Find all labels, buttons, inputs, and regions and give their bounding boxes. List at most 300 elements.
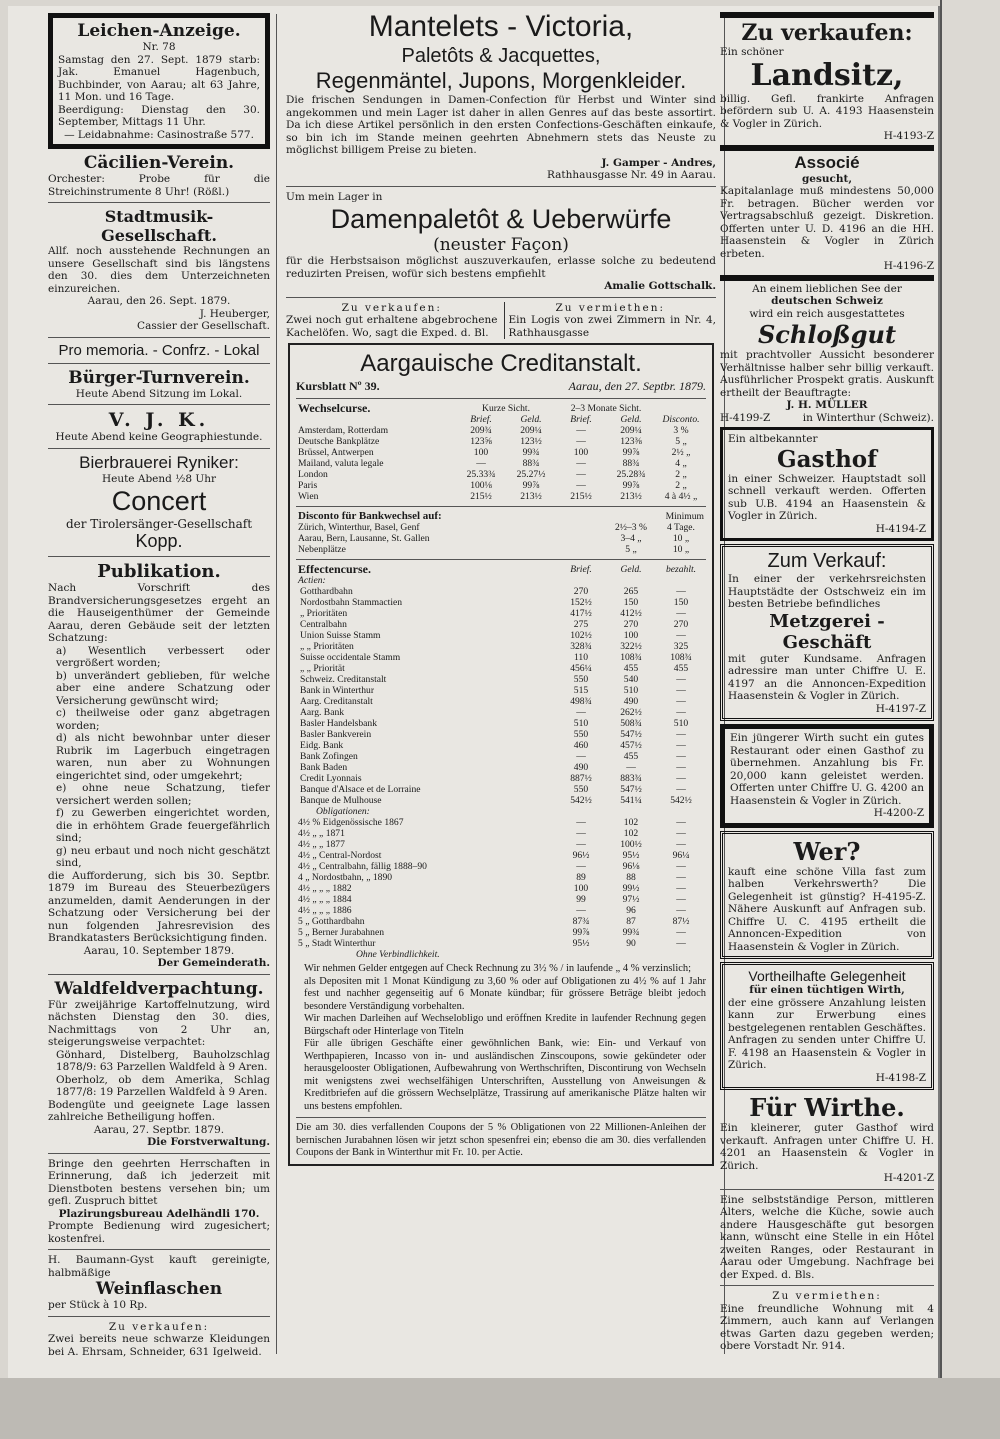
row-value: 490 bbox=[623, 696, 639, 707]
vjk-text: Heute Abend keine Geographiestunde. bbox=[55, 431, 263, 443]
row-value: — bbox=[676, 784, 686, 795]
column-rule bbox=[276, 14, 277, 1354]
row-value: 412½ bbox=[620, 608, 642, 619]
stadtmusik-title: Stadtmusik-Gesellschaft. bbox=[101, 207, 217, 245]
row-value: 150 bbox=[673, 597, 689, 608]
facon: (neuster Façon) bbox=[433, 235, 569, 255]
bank-text-paragraph: als Depositen mit 1 Monat Kündigung zu 3,60 % oder auf Obligationen zu 4½ % auf 1 Jahr fest und nachher gegenseitig auf 6 Monate kündbar; für grössere Beträge bleibt jedoch besondere Verständigung vorbehalten. bbox=[304, 975, 706, 1012]
dienst-text: Bringe den geehrten Herrschaften in Erinnerung, daß ich jederzeit mit Dienstboten bestens versehen bin; um gefl. Zuspruch bittet bbox=[48, 1157, 270, 1207]
damen-title: Damenpaletôt & Ueberwürfe bbox=[330, 204, 672, 234]
schloss-intro2: deutschen Schweiz bbox=[771, 295, 883, 307]
actien-row bbox=[296, 762, 706, 773]
weinflaschen: Weinflaschen bbox=[95, 1279, 223, 1299]
row-value: — bbox=[676, 685, 686, 696]
oblig-row bbox=[296, 817, 706, 828]
actien-row bbox=[296, 696, 706, 707]
row-label: Bank Baden bbox=[300, 762, 348, 773]
row-value: 99⅞ bbox=[622, 447, 640, 458]
row-value: 88¾ bbox=[622, 458, 640, 469]
effekt-title: Effectencurse. bbox=[298, 562, 371, 576]
row-value: 3 % bbox=[673, 425, 689, 436]
kursblatt-date: Aarau, den 27. Septbr. 1879. bbox=[568, 379, 706, 393]
effectencurse-table bbox=[296, 564, 706, 960]
row-value: 3–4 „ bbox=[620, 533, 642, 544]
oblig-row bbox=[296, 839, 706, 850]
row-value: 123½ bbox=[520, 436, 542, 447]
row-label: Eidg. Bank bbox=[300, 740, 344, 751]
row-value: 88¾ bbox=[522, 458, 540, 469]
row-label: Brüssel, Antwerpen bbox=[298, 447, 374, 458]
row-value: 540 bbox=[623, 674, 639, 685]
row-value: 108¾ bbox=[670, 652, 692, 663]
row-value: 25.33¾ bbox=[466, 469, 496, 480]
row-label: Banque de Mulhouse bbox=[300, 795, 382, 806]
kurze-sicht: Kurze Sicht. bbox=[482, 403, 530, 414]
column-left bbox=[48, 10, 270, 1376]
wirth-ref: H-4200-Z bbox=[873, 807, 924, 819]
row-label: Basler Bankverein bbox=[300, 729, 372, 740]
row-value: 97½ bbox=[622, 894, 640, 905]
turnverein-title: Bürger-Turnverein. bbox=[68, 367, 250, 388]
landsitz-text: billig. Gefl. frankirte Anfragen befördern sub U. A. 4193 Haasenstein & Vogler in Zürich. bbox=[720, 92, 934, 130]
row-value: 123⅝ bbox=[470, 436, 492, 447]
actien-row bbox=[296, 740, 706, 751]
row-value: — bbox=[676, 729, 686, 740]
row-value: — bbox=[676, 905, 686, 916]
actien-row bbox=[296, 619, 706, 630]
bank-text-paragraph: Wir machen Darleihen auf Wechselobligo und eröffnen Kredite in laufender Rechnung gegen Bürgschaft oder Hinterlage von Titeln bbox=[304, 1013, 706, 1037]
row-value: — bbox=[676, 740, 686, 751]
metzgerei-title: Metzgerei - Geschäft bbox=[769, 610, 885, 653]
row-value: 547½ bbox=[620, 784, 642, 795]
disconto-head: Disconto. bbox=[662, 414, 700, 425]
stadtmusik-text: Allf. noch ausstehende Rechnungen an unsere Gesellschaft sind bis längstens den 30. dies dem Unterzeichneten einzureichen. bbox=[48, 245, 270, 295]
regen-title: Regenmäntel, Jupons, Morgenkleider. bbox=[315, 68, 687, 93]
row-value: 89 bbox=[576, 872, 586, 883]
verkaufen-text: Zwei bereits neue schwarze Kleidungen bei A. Ehrsam, Schneider, 631 Igelweid. bbox=[48, 1333, 270, 1358]
publikation-date: Aarau, 10. September 1879. bbox=[83, 944, 235, 957]
row-label: Suisse occidentale Stamm bbox=[300, 652, 401, 663]
row-value: — bbox=[676, 751, 686, 762]
geld-head: Geld. bbox=[620, 564, 642, 575]
publikation-items bbox=[48, 645, 270, 870]
row-value: — bbox=[676, 861, 686, 872]
minimum-head: Minimum bbox=[665, 511, 704, 522]
row-value: 883¾ bbox=[620, 773, 642, 784]
vermiethen3-title: Zu vermiethen: bbox=[772, 1290, 882, 1302]
oblig-row bbox=[296, 927, 706, 938]
gasthof-title: Gasthof bbox=[776, 445, 878, 473]
row-value: 100 bbox=[623, 630, 639, 641]
row-value: — bbox=[576, 480, 586, 491]
oblig-row bbox=[296, 905, 706, 916]
publikation-title: Publikation. bbox=[97, 561, 221, 582]
row-label: Centralbahn bbox=[300, 619, 347, 630]
wechsel-row bbox=[296, 436, 706, 447]
row-value: 460 bbox=[573, 740, 589, 751]
paletots-title: Paletôts & Jacquettes, bbox=[401, 45, 601, 67]
gasthof-ref: H-4194-Z bbox=[875, 522, 926, 535]
actien-row bbox=[296, 586, 706, 597]
verkaufen3-title: Zu verkaufen: bbox=[741, 20, 913, 46]
row-value: 550 bbox=[573, 729, 589, 740]
turnverein-text: Heute Abend Sitzung im Lokal. bbox=[75, 387, 243, 400]
vermiethen3-text: Eine freundliche Wohnung mit 4 Zimmern, auch kann auf Verlangen etwas Garten dazu gegeben werden; obere Vorstadt Nr. 914. bbox=[720, 1302, 934, 1352]
geld-head: Geld. bbox=[520, 414, 542, 425]
publikation-sig: Der Gemeinderath. bbox=[157, 957, 270, 969]
row-label: Bank in Winterthur bbox=[300, 685, 375, 696]
disconto-table bbox=[296, 511, 706, 555]
caecilien-title: Cäcilien-Verein. bbox=[83, 153, 235, 173]
row-value: — bbox=[576, 469, 586, 480]
vortheil-title: Vortheilhafte Gelegenheit bbox=[748, 968, 906, 984]
row-value: 100 bbox=[573, 447, 589, 458]
leichen-anzeige bbox=[48, 13, 270, 149]
disconto-row bbox=[296, 544, 706, 555]
row-value: 455 bbox=[673, 663, 689, 674]
row-value: — bbox=[676, 872, 686, 883]
row-value: 99½ bbox=[622, 883, 640, 894]
actien-row bbox=[296, 641, 706, 652]
newspaper-page bbox=[8, 6, 941, 1384]
row-label: London bbox=[298, 469, 328, 480]
row-value: 455 bbox=[623, 663, 639, 674]
row-label: Nordostbahn Stammactien bbox=[300, 597, 403, 608]
zum-verkauf-intro: In einer der verkehrsreichsten Hauptstädte der Ostschweiz ein im besten Betriebe befindliches bbox=[728, 573, 926, 610]
row-label: Aarau, Bern, Lausanne, St. Gallen bbox=[298, 533, 430, 544]
verkaufen-title: Zu verkaufen: bbox=[108, 1320, 210, 1333]
row-label: 5 „ Berner Jurabahnen bbox=[298, 927, 385, 938]
associe-text: Kapitalanlage muß mindestens 50,000 Fr. betragen. Bücher werden vor Vertragsabschluß gezeigt. Diskretion. Offerten unter U. D. 4196 an die HH. Haasenstein & Vogler in Zürich erbeten. bbox=[720, 185, 934, 260]
waldfeld-date: Aarau, 27. Septbr. 1879. bbox=[93, 1123, 225, 1136]
oblig-row bbox=[296, 850, 706, 861]
verkaufen3-sub: Ein schöner bbox=[720, 46, 784, 58]
bank-text-paragraph: Wir nehmen Gelder entgegen auf Check Rechnung zu 3½ % / in laufende „ 4 % verzinslich; bbox=[304, 963, 692, 974]
row-value: — bbox=[476, 458, 486, 469]
row-label: Union Suisse Stamm bbox=[300, 630, 381, 641]
zum-verkauf-ref: H-4197-Z bbox=[875, 702, 926, 715]
row-label: 4½ „ „ „ 1886 bbox=[298, 905, 352, 916]
row-value: 2 „ bbox=[675, 480, 687, 491]
associe-title: Associé bbox=[794, 152, 860, 172]
row-value: — bbox=[576, 861, 586, 872]
schloss-name: J. H. MÜLLER bbox=[786, 399, 868, 411]
creditanstalt-title: Aargauische Creditanstalt. bbox=[360, 350, 642, 377]
waldfeld-outro: Bodengüte und geeignete Lage lassen zahlreiche Betheiligung hoffen. bbox=[48, 1098, 270, 1123]
publikation-item: f) zu Gewerben eingerichtet worden, die in erhöhtem Grade feuergefährlich sind; bbox=[56, 807, 270, 844]
actien-row bbox=[296, 784, 706, 795]
disconto-title: Disconto für Bankwechsel auf: bbox=[298, 510, 442, 522]
kursblatt: Kursblatt Nº 39. bbox=[296, 379, 380, 393]
vortheil-ref: H-4198-Z bbox=[875, 1071, 926, 1084]
row-value: — bbox=[676, 707, 686, 718]
row-value: 213½ bbox=[620, 491, 642, 502]
gasthof-sub: Ein altbekannter bbox=[728, 433, 818, 445]
gasthof-text: in einer Schweizer. Hauptstadt soll schnell verkauft werden. Offerten sub U.B. 4194 an Haasenstein & Vogler in Zürich. bbox=[728, 472, 926, 522]
ohne-verbindlichkeit: Ohne Verbindlichkeit. bbox=[356, 949, 440, 960]
publikation-outro: die Aufforderung, sich bis 30. Septbr. 1879 im Bureau des Steuerbezügers anzumelden, damit Aenderungen in der Schatzung oder Versicherung bei der nun folgenden Jahresrevision des Brandkatasters Berücksichtigung finden. bbox=[48, 869, 270, 944]
dienst-bureau: Plazirungsbureau Adelhändli 170. bbox=[58, 1207, 260, 1220]
row-label: Banque d'Alsace et de Lorraine bbox=[300, 784, 421, 795]
row-value: 99 bbox=[576, 894, 586, 905]
row-label: Paris bbox=[298, 480, 318, 491]
publikation-item: b) unverändert geblieben, für welche aber eine andere Schatzung oder Versicherung gewünscht wird; bbox=[56, 669, 270, 707]
publikation-intro: Nach Vorschrift des Brandversicherungsgesetzes ergeht an die Hauseigenthümer der Gemeinde Aarau, deren Gebäude seit der letzten Schatzung: bbox=[48, 582, 270, 644]
row-value: 96⅛ bbox=[622, 861, 640, 872]
waldfeld-intro: Für zweijährige Kartoffelnutzung, wird nächsten Dienstag den 30. dies, Nachmittags von 2 Uhr an, steigerungsweise verpachtet: bbox=[48, 998, 270, 1048]
row-value: 10 „ bbox=[672, 533, 690, 544]
caecilien-text: Orchester: Probe für die Streichinstrumente 8 Uhr! (Rößl.) bbox=[48, 173, 270, 198]
waldfeld-item: Gönhard, Distelberg, Bauholzschlag 1878/9: 63 Parzellen Waldfeld à 9 Aren. bbox=[56, 1048, 270, 1073]
row-label: 4 „ Nordostbahn, „ 1890 bbox=[298, 872, 393, 883]
leichen-beerdigung: Beerdigung: Dienstag den 30. September, Mittags 11 Uhr. bbox=[58, 103, 260, 128]
row-label: 4½ % Eidgenössische 1867 bbox=[298, 817, 404, 828]
verkaufen2-text: Zwei noch gut erhaltene abgebrochene Kachelöfen. Wo, sagt die Exped. d. Bl. bbox=[286, 314, 498, 339]
row-value: — bbox=[676, 883, 686, 894]
bank-text bbox=[296, 963, 706, 1113]
row-value: 100½ bbox=[620, 839, 642, 850]
row-value: 457½ bbox=[620, 740, 642, 751]
row-label: „ „ Prioritäten bbox=[300, 641, 354, 652]
geld-head: Geld. bbox=[620, 414, 642, 425]
row-label: Wien bbox=[298, 491, 319, 502]
row-value: — bbox=[676, 696, 686, 707]
waldfeld-title: Waldfeldverpachtung. bbox=[54, 978, 264, 999]
row-value: — bbox=[676, 927, 686, 938]
row-value: 5 „ bbox=[675, 436, 687, 447]
row-value: 108¾ bbox=[620, 652, 642, 663]
bank-text-paragraph: Für alle übrigen Geschäfte einer gewöhnlichen Bank, wie: Ein- und Verkauf von Werthpapieren, Incasso von in- und ausländischen Zinscoupons, sowie gekündeter oder herausgelooster Obligationen, Aufbewahrung von Werthschriften, Discontirung von Wechseln mit wenigstens zwei wechselfähigen Unterschriften, Ausstellung von Anweisungen & Kreditbriefen auf die grössern Wechselplätze, Trassirung auf amerikanische Plätze halten wir uns bestens empfohlen. bbox=[304, 1038, 706, 1112]
row-value: 550 bbox=[573, 674, 589, 685]
brauerei-sub: Heute Abend ½8 Uhr bbox=[101, 472, 217, 485]
row-value: 490 bbox=[573, 762, 589, 773]
actien-row bbox=[296, 795, 706, 806]
gamper-address: Rathhausgasse Nr. 49 in Aarau. bbox=[547, 169, 716, 181]
gamper-name: J. Gamper - Andres, bbox=[601, 156, 716, 169]
row-value: 325 bbox=[673, 641, 689, 652]
verkaufen2-title: Zu verkaufen: bbox=[341, 301, 442, 314]
vermiethen2-text: Ein Logis von zwei Zimmern in Nr. 4, Rathhausgasse bbox=[508, 314, 716, 339]
row-value: — bbox=[576, 839, 586, 850]
wechsel-row bbox=[296, 469, 706, 480]
oblig-row bbox=[296, 938, 706, 949]
row-label: Mailand, valuta legale bbox=[298, 458, 384, 469]
row-value: 96½ bbox=[572, 850, 590, 861]
row-value: 262½ bbox=[620, 707, 642, 718]
row-value: 150 bbox=[623, 597, 639, 608]
row-value: 95½ bbox=[572, 938, 590, 949]
disconto-row bbox=[296, 533, 706, 544]
row-value: 90 bbox=[626, 938, 636, 949]
leichen-text: Samstag den 27. Sept. 1879 starb: Jak. Emanuel Hagenbuch, Buchbinder, von Aarau; alt 63 Jahre, 11 Mon. und 16 Tage. bbox=[58, 53, 260, 103]
row-label: Bank Zofingen bbox=[300, 751, 358, 762]
oblig-row bbox=[296, 861, 706, 872]
actien-row bbox=[296, 663, 706, 674]
actien-row bbox=[296, 707, 706, 718]
wirth-text: Ein jüngerer Wirth sucht ein gutes Restaurant oder einen Gasthof zu übernehmen. Anzahlung bis Fr. 20,000 kann geleistet werden. Offerten unter Chiffre U. G. 4200 an Haasenstein & Vogler in Zürich. bbox=[730, 732, 924, 807]
row-value: 209¼ bbox=[520, 425, 542, 436]
waldfeld-item: Oberholz, ob dem Amerika, Schlag 1877/8: 19 Parzellen Waldfeld à 9 Aren. bbox=[56, 1073, 270, 1098]
row-value: 213½ bbox=[520, 491, 542, 502]
row-value: — bbox=[676, 828, 686, 839]
publikation-item: d) als nicht bewohnbar unter dieser Rubrik im Lagerbuch eingetragen waren, nun aber zu Wohnungen eingerichtet sind, oder umgekehrt; bbox=[56, 732, 270, 782]
row-label: Schweiz. Creditanstalt bbox=[300, 674, 387, 685]
column-right bbox=[720, 10, 934, 1376]
landsitz-ref: H-4193-Z bbox=[883, 130, 934, 142]
baumann-text: H. Baumann-Gyst kauft gereinigte, halbmäßige bbox=[48, 1254, 270, 1279]
actien-row bbox=[296, 751, 706, 762]
wer-title: Wer? bbox=[793, 836, 861, 866]
wechsel-row bbox=[296, 458, 706, 469]
row-label: Credit Lyonnais bbox=[300, 773, 362, 784]
waldfeld-sig: Die Forstverwaltung. bbox=[147, 1136, 270, 1148]
row-value: 510 bbox=[573, 718, 589, 729]
oblig-head: Obligationen: bbox=[316, 806, 370, 817]
row-value: 99¾ bbox=[622, 927, 640, 938]
row-value: — bbox=[576, 707, 586, 718]
row-value: — bbox=[676, 938, 686, 949]
row-value: 96 bbox=[626, 905, 636, 916]
row-value: 215½ bbox=[470, 491, 492, 502]
row-value: 541¼ bbox=[620, 795, 642, 806]
pro-memoria: Pro memoria. - Confrz. - Lokal bbox=[58, 341, 260, 359]
wer-text: kauft eine schöne Villa fast zum halben Verkehrswerth? Die Gelegenheit ist günstig? H-4195-Z. Nähere Auskunft auf Anfragen sub. Chiffre U. C. 4195 ertheilt die Annoncen-Expedition von Haasenstein & Vogler in Zürich. bbox=[728, 865, 926, 953]
stadtmusik-date: Aarau, den 26. Sept. 1879. bbox=[87, 295, 231, 307]
wechsel-row bbox=[296, 491, 706, 502]
row-value: 209¾ bbox=[470, 425, 492, 436]
row-value: — bbox=[676, 894, 686, 905]
actien-row bbox=[296, 630, 706, 641]
row-value: 25.28¾ bbox=[616, 469, 646, 480]
associe-ref: H-4196-Z bbox=[883, 260, 934, 272]
row-value: — bbox=[676, 586, 686, 597]
schloss-intro3: wird ein reich ausgestattetes bbox=[749, 307, 905, 320]
row-value: 99⅞ bbox=[622, 480, 640, 491]
actien-row bbox=[296, 718, 706, 729]
creditanstalt-box bbox=[288, 343, 714, 1166]
herbst-text: für die Herbstsaison möglichst auszuverkaufen, erlasse solche zu bedeutend reduzirten Preisen, wofür sich bestens empfiehlt bbox=[286, 255, 716, 280]
oblig-row bbox=[296, 883, 706, 894]
row-value: 209¼ bbox=[620, 425, 642, 436]
row-value: 5 „ bbox=[625, 544, 637, 555]
brief-head: Brief. bbox=[570, 414, 592, 425]
row-value: — bbox=[676, 608, 686, 619]
row-value: 456¼ bbox=[570, 663, 592, 674]
row-value: — bbox=[676, 630, 686, 641]
row-value: 4 Tage. bbox=[667, 522, 695, 533]
row-label: „ „ Priorität bbox=[300, 663, 345, 674]
row-value: 2 „ bbox=[675, 469, 687, 480]
weinflaschen-preis: per Stück à 10 Rp. bbox=[48, 1299, 148, 1311]
leichen-title: Leichen-Anzeige. bbox=[77, 21, 241, 41]
row-value: — bbox=[576, 436, 586, 447]
row-value: — bbox=[576, 751, 586, 762]
row-value: 542½ bbox=[570, 795, 592, 806]
row-value: 25.27½ bbox=[516, 469, 546, 480]
row-value: — bbox=[676, 762, 686, 773]
leichen-leidabnahme: — Leidabnahme: Casinostraße 577. bbox=[64, 128, 254, 141]
row-label: Deutsche Bankplätze bbox=[298, 436, 380, 447]
row-value: 152½ bbox=[570, 597, 592, 608]
row-value: — bbox=[676, 674, 686, 685]
row-value: 887½ bbox=[570, 773, 592, 784]
row-value: 270 bbox=[573, 586, 589, 597]
disconto-row bbox=[296, 522, 706, 533]
row-value: 96¼ bbox=[672, 850, 690, 861]
row-value: 88 bbox=[626, 872, 636, 883]
person-text: Eine selbstständige Person, mittleren Alters, welche die Küche, sowie auch andere Hausgeschäfte gut besorgen kann, wünscht eine Stelle in ein Hôtel zweiten Ranges, oder Restaurant in Aarau oder Umgebung. Nachfrage bei der Exped. d. Bls. bbox=[720, 1193, 934, 1281]
actien-row bbox=[296, 773, 706, 784]
row-value: 328¾ bbox=[570, 641, 592, 652]
associe-sub: gesucht, bbox=[801, 172, 853, 185]
vortheil-text: der eine grössere Anzahlung leisten kann zur Erwerbung eines bestgelegenen rentablen Geschäftes. Anfragen zu senden unter Chiffre U. F. 4198 an Haasenstein & Vogler in Zürich. bbox=[728, 996, 926, 1071]
row-value: 455 bbox=[623, 751, 639, 762]
row-value: — bbox=[576, 817, 586, 828]
oblig-row bbox=[296, 894, 706, 905]
row-value: 498¾ bbox=[570, 696, 592, 707]
row-value: 100 bbox=[573, 883, 589, 894]
monate-sicht: 2–3 Monate Sicht. bbox=[570, 403, 642, 414]
coupons-text: Die am 30. dies verfallenden Coupons der 5 % Obligationen von 22 Millionen-Anleihen der bernischen Jurabahnen lösen wir jetzt schon spesenfrei ein; ebenso die am 30. dies verfallenden Coupons der Bank in Winterthur mit Fr. 10. per Actie. bbox=[296, 1122, 706, 1158]
page-bottom-edge bbox=[0, 1378, 1000, 1439]
oblig-row bbox=[296, 828, 706, 839]
row-value: 550 bbox=[573, 784, 589, 795]
row-value: 99⅞ bbox=[522, 480, 540, 491]
row-value: 265 bbox=[623, 586, 639, 597]
vortheil-sub: für einen tüchtigen Wirth, bbox=[749, 984, 905, 996]
row-value: 102 bbox=[623, 828, 639, 839]
lager-text: Um mein Lager in bbox=[286, 190, 383, 203]
column-middle bbox=[286, 10, 716, 1376]
actien-row bbox=[296, 608, 706, 619]
row-value: — bbox=[576, 905, 586, 916]
row-label: 5 „ Stadt Winterthur bbox=[298, 938, 376, 949]
actien-row bbox=[296, 685, 706, 696]
row-value: — bbox=[676, 839, 686, 850]
bezahlt-head: bezahlt. bbox=[665, 564, 697, 575]
publikation-item: e) ohne neue Schatzung, tiefer versichert werden sollen; bbox=[56, 782, 270, 807]
zum-verkauf-text: mit guter Kundsame. Anfragen adressire man unter Chiffre U. E. 4197 an die Annoncen-Expedition Haasenstein & Vogler in Zürich. bbox=[728, 652, 926, 702]
row-value: 10 „ bbox=[672, 544, 690, 555]
row-label: Amsterdam, Rotterdam bbox=[298, 425, 389, 436]
stadtmusik-sig2: Cassier der Gesellschaft. bbox=[137, 320, 270, 332]
brief-head: Brief. bbox=[470, 414, 492, 425]
row-value: 510 bbox=[673, 718, 689, 729]
schloss-intro: An einem lieblichen See der bbox=[752, 282, 902, 295]
dienst-bedienung: Prompte Bedienung wird zugesichert; kostenfrei. bbox=[48, 1220, 270, 1245]
actien-row bbox=[296, 597, 706, 608]
row-label: Nebenplätze bbox=[298, 544, 346, 555]
schloss-ref: H-4199-Z bbox=[720, 411, 771, 424]
row-value: — bbox=[576, 828, 586, 839]
landsitz: Landsitz, bbox=[750, 57, 904, 93]
leichen-nr: Nr. 78 bbox=[142, 41, 176, 53]
row-label: 5 „ Gotthardbahn bbox=[298, 916, 365, 927]
brauerei-title: Bierbrauerei Ryniker: bbox=[79, 452, 239, 472]
row-label: 4½ „ „ 1871 bbox=[298, 828, 345, 839]
brauerei-kopp: Kopp. bbox=[135, 531, 183, 551]
vermiethen2-title: Zu vermiethen: bbox=[555, 301, 666, 314]
oblig-row bbox=[296, 872, 706, 883]
row-label: 4½ „ „ „ 1884 bbox=[298, 894, 352, 905]
schlossgut-title: Schloßgut bbox=[757, 320, 897, 349]
row-value: 99¾ bbox=[522, 447, 540, 458]
row-value: 417½ bbox=[570, 608, 592, 619]
fuer-wirthe-ref: H-4201-Z bbox=[883, 1172, 934, 1184]
fuer-wirthe-text: Ein kleinerer, guter Gasthof wird verkauft. Anfragen unter Chiffre U. H. 4201 an Haasenstein & Vogler in Zürich. bbox=[720, 1122, 934, 1172]
row-value: 508¾ bbox=[620, 718, 642, 729]
stadtmusik-sig: J. Heuberger, bbox=[199, 307, 270, 320]
